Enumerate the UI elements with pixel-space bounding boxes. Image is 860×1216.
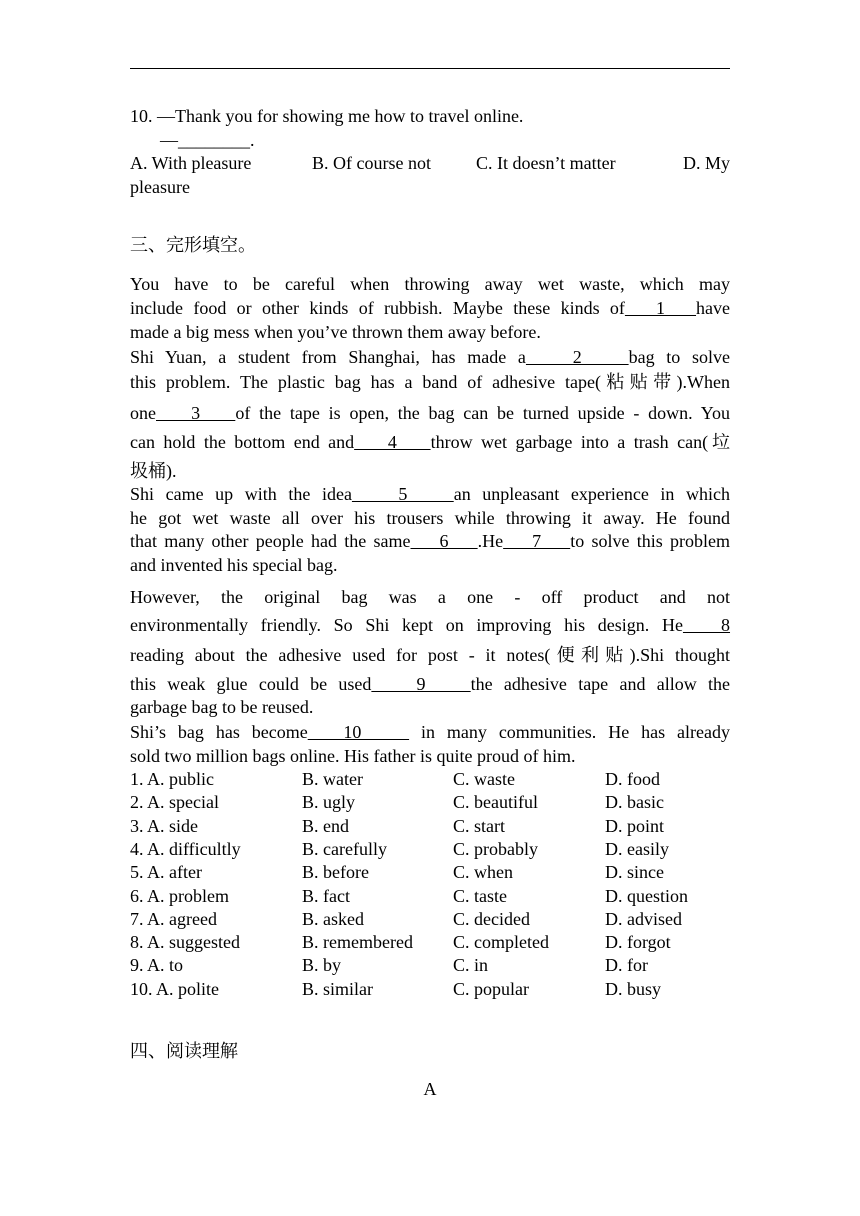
- passage-text: .He: [477, 531, 504, 551]
- blank[interactable]: 1: [624, 298, 697, 318]
- passage-text: bag to solve: [628, 347, 731, 367]
- choice-row: [130, 839, 730, 863]
- passage-line: [130, 585, 730, 609]
- choice-row: [130, 979, 730, 1003]
- passage-text: throw wet garbage into a trash can(垃: [430, 432, 731, 452]
- choice-row: [130, 862, 730, 886]
- choice-option[interactable]: C. start: [453, 815, 505, 836]
- passage-line: [130, 506, 730, 530]
- passage-line: [130, 345, 730, 369]
- choice-option[interactable]: B. before: [302, 862, 369, 883]
- choice-row: [130, 932, 730, 956]
- blank[interactable]: 5: [351, 484, 454, 504]
- passage-label: A: [423, 1079, 437, 1099]
- passage-text: include food or other kinds of rubbish. Maybe these kinds of: [130, 298, 625, 318]
- passage-line: [130, 459, 730, 483]
- passage-text: this weak glue could be used: [130, 674, 372, 694]
- choice-option[interactable]: C. completed: [453, 932, 549, 953]
- blank[interactable]: 3: [156, 403, 236, 423]
- passage-text: an unpleasant experience in which: [453, 484, 731, 504]
- choice-option[interactable]: B. by: [302, 955, 342, 976]
- choice-option[interactable]: D. basic: [605, 792, 664, 813]
- passage-text: However, the original bag was a one - off product and not: [130, 587, 730, 607]
- section4-heading: 四、阅读理解: [130, 1041, 238, 1061]
- passage-text: environmentally friendly. So Shi kept on improving his design. He: [130, 615, 683, 635]
- passage-line: [130, 613, 730, 637]
- q10-answer-line: —________.: [160, 130, 255, 150]
- choice-option[interactable]: 7. A. agreed: [130, 908, 217, 929]
- blank[interactable]: 7: [503, 531, 571, 551]
- passage-line: [130, 401, 730, 425]
- blank[interactable]: 10: [307, 722, 410, 742]
- q10-option-c[interactable]: C. It doesn’t matter: [476, 153, 616, 173]
- choice-option[interactable]: 4. A. difficultly: [130, 838, 241, 859]
- choice-option[interactable]: D. busy: [605, 978, 662, 999]
- choice-option[interactable]: C. probably: [453, 838, 538, 859]
- passage-text: to solve this problem: [570, 531, 730, 551]
- choice-option[interactable]: B. water: [302, 769, 363, 789]
- choice-option[interactable]: B. ugly: [302, 792, 356, 813]
- header-rule: [130, 68, 730, 69]
- passage-text: he got wet waste all over his trousers while throwing it away. He found: [130, 508, 730, 528]
- choice-option[interactable]: D. food: [605, 769, 660, 789]
- passage-line: [130, 482, 730, 506]
- choice-row: [130, 769, 730, 793]
- q10-option-d[interactable]: D. My: [682, 153, 730, 173]
- choice-option[interactable]: C. taste: [453, 885, 507, 906]
- passage-text: in many communities. He has already: [409, 722, 730, 742]
- choice-row: [130, 955, 730, 979]
- choice-row: [130, 816, 730, 840]
- choice-row: [130, 909, 730, 933]
- choice-option[interactable]: D. easily: [605, 838, 669, 859]
- choice-option[interactable]: B. carefully: [302, 838, 387, 859]
- passage-line: [130, 320, 730, 344]
- passage-line: [130, 744, 730, 768]
- passage-line: [130, 529, 730, 553]
- passage-text: have: [696, 298, 731, 318]
- passage-text: 圾桶).: [130, 461, 177, 481]
- passage-text: that many other people had the same: [130, 531, 411, 551]
- choice-option[interactable]: C. decided: [453, 908, 530, 929]
- choice-option[interactable]: C. popular: [453, 978, 529, 999]
- choice-option[interactable]: D. question: [605, 885, 688, 906]
- choice-option[interactable]: B. remembered: [302, 932, 413, 953]
- q10-question: 10. —Thank you for showing me how to travel online.: [130, 106, 524, 126]
- blank[interactable]: 8: [682, 615, 731, 635]
- passage-line: [130, 272, 730, 296]
- blank[interactable]: 2: [525, 347, 629, 367]
- choice-option[interactable]: 5. A. after: [130, 862, 202, 883]
- q10-option-d-wrap: pleasure: [130, 177, 190, 197]
- passage-line: [130, 430, 730, 454]
- choice-option[interactable]: B. similar: [302, 978, 373, 999]
- choice-option[interactable]: 8. A. suggested: [130, 932, 240, 953]
- passage-line: [130, 720, 730, 744]
- passage-line: [130, 553, 730, 577]
- passage-text: Shi’s bag has become: [130, 722, 308, 742]
- passage-text: the adhesive tape and allow the: [470, 674, 730, 694]
- passage-text: Shi Yuan, a student from Shanghai, has made a: [130, 347, 526, 367]
- passage-text: this problem. The plastic bag has a band of adhesive tape(粘贴带).When: [130, 372, 730, 392]
- choice-option[interactable]: C. when: [453, 862, 513, 883]
- choice-option[interactable]: D. for: [605, 955, 648, 976]
- blank[interactable]: 4: [354, 432, 431, 452]
- choice-option[interactable]: D. since: [605, 862, 664, 883]
- passage-line: [130, 370, 730, 394]
- choice-option[interactable]: B. fact: [302, 885, 350, 906]
- blank[interactable]: 6: [410, 531, 478, 551]
- choice-option[interactable]: C. waste: [453, 769, 515, 789]
- choice-option[interactable]: C. beautiful: [453, 792, 538, 813]
- blank[interactable]: 9: [371, 674, 471, 694]
- passage-line: [130, 296, 730, 320]
- choice-option[interactable]: 9. A. to: [130, 955, 184, 976]
- passage-text: reading about the adhesive used for post - it notes(便利贴).Shi thought: [130, 645, 730, 665]
- passage-line: [130, 643, 730, 667]
- passage-line: [130, 672, 730, 696]
- choice-option[interactable]: 10. A. polite: [130, 978, 219, 999]
- q10-option-a[interactable]: A. With pleasure: [130, 153, 252, 173]
- passage-text: Shi came up with the idea: [130, 484, 352, 504]
- passage-line: [130, 695, 730, 719]
- choice-option[interactable]: 2. A. special: [130, 792, 219, 813]
- passage-text: of the tape is open, the bag can be turned upside - down. You: [235, 403, 730, 423]
- choice-option[interactable]: 3. A. side: [130, 815, 199, 836]
- passage-text: You have to be careful when throwing away wet waste, which may: [130, 274, 730, 294]
- choice-option[interactable]: B. end: [302, 815, 349, 836]
- passage-text: made a big mess when you’ve thrown them away before.: [130, 322, 541, 342]
- passage-text: can hold the bottom end and: [130, 432, 355, 452]
- choice-option[interactable]: 1. A. public: [130, 769, 214, 789]
- choice-option[interactable]: D. forgot: [605, 932, 671, 953]
- q10-option-b[interactable]: B. Of course not: [312, 153, 431, 173]
- choice-row: [130, 886, 730, 910]
- choice-option[interactable]: 6. A. problem: [130, 885, 229, 906]
- passage-text: and invented his special bag.: [130, 555, 338, 575]
- passage-text: garbage bag to be reused.: [130, 697, 314, 717]
- section3-heading: 三、完形填空。: [130, 235, 256, 255]
- passage-text: one: [130, 403, 156, 423]
- choice-row: [130, 792, 730, 816]
- choice-option[interactable]: D. point: [605, 815, 665, 836]
- choice-option[interactable]: B. asked: [302, 908, 364, 929]
- passage-text: sold two million bags online. His father is quite proud of him.: [130, 746, 576, 766]
- choice-option[interactable]: D. advised: [605, 908, 682, 929]
- choice-option[interactable]: C. in: [453, 955, 489, 976]
